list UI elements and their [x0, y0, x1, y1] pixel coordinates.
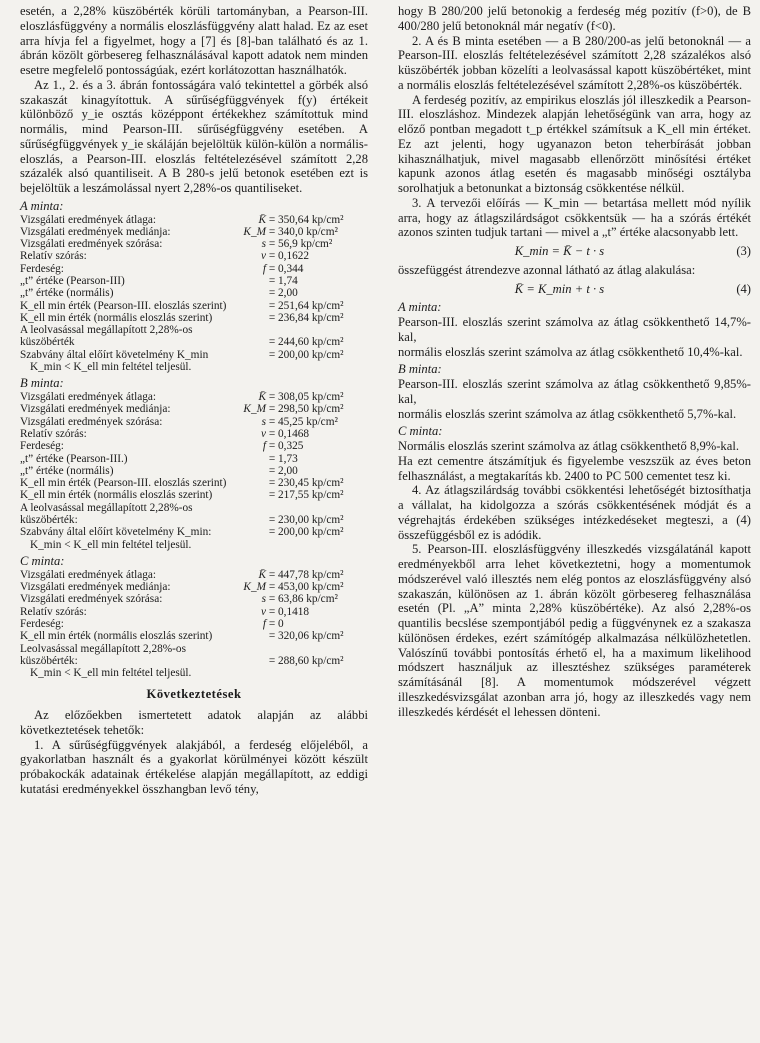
row-label: Vizsgálati eredmények szórása:	[20, 593, 163, 606]
row-value-cell	[236, 514, 368, 526]
right-column	[398, 4, 751, 719]
conclusion-4: 4. Az átlagszilárdság további csökkentési lehetőségét biztosíthatja a vállalat, ha kidolgozza a szórás csökkentésének módját és a végrehajtás érdekében szükséges intézkedéseket megteszi, a (4) összefüggésből ez is adódik.	[398, 483, 751, 542]
formula-4-text: K̄ = K_min + t · s	[514, 281, 605, 296]
table-a-heading: A minta:	[20, 198, 64, 213]
table-row	[20, 275, 368, 287]
row-value: 350,64 kp/cm²	[278, 213, 344, 226]
row-value: 200,00 kp/cm²	[278, 348, 344, 361]
table-row	[20, 312, 368, 324]
left-column	[20, 4, 368, 797]
row-symbol: K̄	[258, 391, 266, 404]
row-value-cell	[236, 250, 368, 262]
formula-3-text: K_min = K̄ − t · s	[514, 244, 605, 258]
row-value-cell	[236, 428, 368, 440]
formula-4-number: (4)	[736, 281, 751, 296]
row-value-cell	[236, 453, 368, 465]
table-b-heading: B minta:	[20, 376, 64, 391]
equals-sign: =	[268, 348, 276, 361]
equals-sign: =	[268, 403, 276, 416]
equals-sign: =	[268, 213, 276, 226]
row-value-cell	[236, 593, 368, 605]
row-value-cell	[236, 226, 368, 238]
row-value: 320,06 kp/cm²	[278, 630, 344, 643]
minta-c-text-2: Ha ezt cementre átszámítjuk és figyelembe veszszük az éves beton felhasználást, a megtakarítás kb. 2400 to PC 500 cementet tesz ki.	[398, 453, 751, 483]
row-label: Vizsgálati eredmények szórása:	[20, 238, 163, 251]
row-value: 230,00 kp/cm²	[278, 514, 344, 527]
row-value-cell	[236, 581, 368, 593]
row-label: K_ell min érték (Pearson-III. eloszlás szerint)	[20, 299, 227, 312]
row-value: 298,50 kp/cm²	[278, 403, 344, 416]
row-symbol: K_M	[243, 225, 266, 238]
row-label: Vizsgálati eredmények mediánja:	[20, 581, 171, 594]
row-value-cell	[236, 312, 368, 324]
equals-sign: =	[268, 238, 276, 251]
row-value: 217,55 kp/cm²	[278, 489, 344, 502]
formula-3-number: (3)	[736, 244, 751, 258]
conclusion-5: 5. Pearson-III. eloszlásfüggvény illeszkedés vizsgálatánál kapott eredményekből arra lehet következtetni, hogy a momentumok módszerével való illesztés nem elég pontos az eloszlásfüggvény alsó szakaszán, különösen az 1. ábrán közölt görbesereg felhasználása esetén (Pl. „A” minta 2,28% küszöbértéke). Az alsó 2,28%-os quantilis becslése szempontjából pedig a függvénynek ez a szakasza különösen érdekes, ezért számítógép alkalmazása nélkülözhetetlen. Valószínű további pontosítás érhető el, ha a maximum likelihood módszert használjuk az illesztéshez szükséges paraméterek számításánál [8]. A momentumok módszerével végzett illeszkedésvizsgálat azonban arra jó, hogy az illeszkedés vagy nem illeszkedés kérdését el lehessen dönteni.	[398, 542, 751, 719]
row-value: 0,1468	[278, 428, 310, 440]
equals-sign: =	[268, 225, 276, 238]
row-label: „t” értéke (normális)	[20, 464, 114, 477]
row-symbol: K̄	[258, 568, 266, 581]
row-value-cell	[236, 655, 368, 667]
row-label: Relatív szórás:	[20, 428, 87, 440]
row-value: 251,64 kp/cm²	[278, 299, 344, 312]
equals-sign: =	[268, 311, 276, 324]
equals-sign: =	[268, 428, 276, 440]
equals-sign: =	[268, 452, 276, 465]
row-symbol: K_M	[243, 581, 266, 594]
row-label: Ferdeség:	[20, 262, 64, 275]
row-value-cell	[236, 569, 368, 581]
table-row	[20, 440, 368, 452]
row-label: Szabvány által előírt követelmény K_min	[20, 348, 209, 361]
row-value-cell	[236, 440, 368, 452]
row-label: Ferdeség:	[20, 617, 64, 630]
row-label: Vizsgálati eredmények átlaga:	[20, 213, 157, 226]
row-value-cell	[236, 263, 368, 275]
right-paragraph-1: hogy B 280/200 jelű betonokig a ferdeség még pozitív (f>0), de B 400/280 jelű betonoknál már negatív (f<0).	[398, 4, 751, 33]
table-row	[20, 465, 368, 477]
table-b	[20, 391, 368, 539]
table-c-heading: C minta:	[20, 553, 65, 568]
table-b-footer: K_min < K_ell min feltétel teljesül.	[30, 538, 192, 551]
row-label: A leolvasással megállapított 2,28%-os küszöbérték:	[20, 501, 193, 527]
row-value: 45,25 kp/cm²	[278, 415, 338, 428]
row-symbol: f	[262, 262, 266, 275]
row-label: Vizsgálati eredmények szórása:	[20, 415, 163, 428]
row-value: 200,00 kp/cm²	[278, 526, 344, 539]
equals-sign: =	[268, 630, 276, 643]
row-label: „t” értéke (normális)	[20, 287, 114, 300]
section-title: Következtetések	[146, 687, 242, 702]
minta-b-text-1: Pearson-III. eloszlás szerint számolva az átlag csökkenthető 9,85%-kal,	[398, 377, 751, 406]
equals-sign: =	[268, 477, 276, 490]
row-symbol: v	[260, 250, 266, 263]
row-value-cell	[236, 238, 368, 250]
equals-sign: =	[268, 605, 276, 618]
minta-c-text-1: Normális eloszlás szerint számolva az átlag csökkenthető 8,9%-kal.	[398, 439, 739, 453]
row-value: 236,84 kp/cm²	[278, 311, 344, 324]
equals-sign: =	[268, 593, 276, 606]
row-label: A leolvasással megállapított 2,28%-os küszöbérték	[20, 324, 193, 349]
row-label: Vizsgálati eredmények mediánja:	[20, 225, 171, 238]
row-value-cell	[236, 630, 368, 642]
row-value: 56,9 kp/cm²	[278, 238, 333, 251]
row-value: 0,325	[278, 440, 304, 453]
row-value: 340,0 kp/cm²	[278, 225, 338, 238]
row-value-cell	[236, 606, 368, 618]
minta-c-heading: C minta:	[398, 424, 443, 439]
table-row	[20, 526, 368, 538]
right-paragraph-skew: A ferdeség pozitív, az empirikus eloszlás jól illeszkedik a Pearson-III. eloszláshoz. Mindezek alapján lehetőségünk van arra, hogy az előző pontban megadott t_p értékkel számítsuk a K_ell min értéket. Ez azt jelenti, hogy ugyanazon beton teherbírását jobban kihasználhatjuk, mivel magasabb ellenőrzött minősítési értéket kapunk azonos átlag esetén és magasabb minőségi osztályba sorolhatjuk a betonunkat a biztonság csökkentése nélkül.	[398, 92, 751, 195]
row-label: K_ell min érték (normális eloszlás szerint)	[20, 311, 213, 324]
conclusion-2: 2. A és B minta esetében — a B 280/200-as jelű betonoknál — a Pearson-III. eloszlás feltételezésével számított 2,28 százalékos alsó küszöbérték jobban közelíti a leolvasással kapott küszöbértéket, mint a normális eloszlás feltételezésével számított 2,28%-os küszöbérték.	[398, 33, 751, 92]
table-row	[20, 250, 368, 262]
row-value: 0,1622	[278, 250, 310, 263]
row-value: 63,86 kp/cm²	[278, 593, 338, 606]
row-symbol: f	[262, 440, 266, 453]
row-value: 0	[278, 617, 284, 630]
row-value: 230,45 kp/cm²	[278, 477, 344, 490]
table-row	[20, 618, 368, 630]
table-a	[20, 214, 368, 362]
equals-sign: =	[268, 489, 276, 502]
table-row	[20, 403, 368, 415]
row-value-cell	[236, 416, 368, 428]
table-c	[20, 569, 368, 667]
equals-sign: =	[268, 440, 276, 453]
row-value: 0,1418	[278, 605, 310, 618]
row-value-cell	[236, 336, 368, 348]
minta-b-heading: B minta:	[398, 362, 442, 377]
equals-sign: =	[268, 526, 276, 539]
row-symbol: f	[262, 617, 266, 630]
row-symbol: v	[260, 605, 266, 618]
equals-sign: =	[268, 514, 276, 527]
row-value-cell	[236, 214, 368, 226]
row-value-cell	[236, 300, 368, 312]
row-label: Relatív szórás:	[20, 605, 87, 618]
row-label: Vizsgálati eredmények mediánja:	[20, 403, 171, 416]
table-row	[20, 349, 368, 361]
row-label: „t” értéke (Pearson-III)	[20, 274, 125, 287]
equals-sign: =	[268, 568, 276, 581]
row-label: Vizsgálati eredmények átlaga:	[20, 568, 157, 581]
row-label: K_ell min érték (Pearson-III. eloszlás szerint)	[20, 477, 227, 490]
row-label: Szabvány által előírt követelmény K_min:	[20, 526, 212, 539]
minta-a-heading: A minta:	[398, 300, 442, 315]
table-row	[20, 643, 368, 668]
table-row	[20, 477, 368, 489]
table-row	[20, 214, 368, 226]
row-symbol: s	[261, 238, 266, 251]
row-symbol: v	[260, 428, 266, 440]
table-row	[20, 324, 368, 349]
table-row	[20, 630, 368, 642]
table-row	[20, 581, 368, 593]
conclusion-3: 3. A tervezői előírás — K_min — betartása mellett mód nyílik arra, hogy az átlagszilárdságot csökkentsük — ha a szórás értékét azonos szinten tudjuk tartani — mivel a „t” értéke alacsonyabb lett.	[398, 195, 751, 240]
row-symbol: s	[261, 415, 266, 428]
row-label: K_ell min érték (normális eloszlás szerint)	[20, 489, 213, 502]
equals-sign: =	[268, 617, 276, 630]
formula-3	[398, 244, 751, 259]
equals-sign: =	[268, 464, 276, 477]
table-a-footer: K_min < K_ell min feltétel teljesül.	[30, 361, 192, 374]
table-row	[20, 502, 368, 527]
row-symbol: K_M	[243, 403, 266, 416]
row-value: 308,05 kp/cm²	[278, 391, 344, 404]
equals-sign: =	[268, 336, 276, 349]
row-value-cell	[236, 526, 368, 538]
left-paragraph-2: Az 1., 2. és a 3. ábrán fontosságára való tekintettel a görbék alsó szakaszát kinagyítottuk. A sűrűségfüggvények f(y) értékeit különböző y_ie osztás középpont értékekhez számítottuk mind normális, mind Pearson-III. sűrűségfüggvény esetében. A sűrűségfüggvények y_ie skáláján bejelöltük külön-külön a normális-eloszlás, a Pearson-III. eloszlás feltételezésével számított 2,28 százalék alsó quantiliseit. A B 280-s jelű betonok esetében ezt is bejelöltük a leszámolással nyert 2,28%-os quantiliseket.	[20, 77, 368, 195]
row-label: Ferdeség:	[20, 440, 64, 453]
row-value: 453,00 kp/cm²	[278, 581, 344, 594]
row-value-cell	[236, 391, 368, 403]
conclusion-1: 1. A sűrűségfüggvények alakjából, a ferdeség előjeléből, a gyakorlatban használt és a gyakorlat körülményei között készült próbakockák adatainak értékelése alapján megállapított, az eddigi kutatási eredményekkel összhangban levő tény,	[20, 737, 368, 796]
row-value-cell	[236, 465, 368, 477]
table-row	[20, 226, 368, 238]
equals-sign: =	[268, 654, 276, 667]
row-value: 1,73	[278, 452, 298, 465]
equals-sign: =	[268, 274, 276, 287]
table-row	[20, 263, 368, 275]
between-formula-text: összefüggést átrendezve azonnal látható az átlag alakulása:	[398, 262, 696, 277]
row-value-cell	[236, 403, 368, 415]
row-value-cell	[236, 287, 368, 299]
row-value: 2,00	[278, 287, 298, 300]
table-row	[20, 593, 368, 605]
table-row	[20, 287, 368, 299]
row-value: 2,00	[278, 464, 298, 477]
table-row	[20, 489, 368, 501]
row-value-cell	[236, 618, 368, 630]
row-label: K_ell min érték (normális eloszlás szerint)	[20, 630, 213, 643]
formula-4	[398, 282, 751, 297]
equals-sign: =	[268, 299, 276, 312]
table-row	[20, 428, 368, 440]
minta-a-text-1: Pearson-III. eloszlás szerint számolva az átlag csökkenthető 14,7%-kal,	[398, 315, 751, 344]
left-paragraph-1: esetén, a 2,28% küszöbérték körüli tartományban, a Pearson-III. eloszlásfüggvény a normális eloszlásfüggvény alatt halad. Ez az eset arra hívja fel a figyelmet, hogy a [7] és [8]-ban található és az 1. ábrán közölt görbesereg felhasználásával kapott adatok nem minden esetre megfelelő pontosságúak, ezért korlátozottan használhatók.	[20, 4, 368, 77]
table-row	[20, 569, 368, 581]
row-label: Leolvasással megállapított 2,28%-os küszöbérték:	[20, 642, 186, 667]
row-value: 0,344	[278, 262, 304, 275]
table-row	[20, 606, 368, 618]
row-symbol: K̄	[258, 213, 266, 226]
minta-a-text-2: normális eloszlás szerint számolva az átlag csökkenthető 10,4%-kal.	[398, 344, 743, 359]
equals-sign: =	[268, 262, 276, 275]
row-value: 244,60 kp/cm²	[278, 336, 344, 349]
table-row	[20, 416, 368, 428]
equals-sign: =	[268, 581, 276, 594]
equals-sign: =	[268, 250, 276, 263]
row-value-cell	[236, 477, 368, 489]
row-label: Vizsgálati eredmények átlaga:	[20, 391, 157, 404]
equals-sign: =	[268, 391, 276, 404]
table-row	[20, 453, 368, 465]
table-row	[20, 300, 368, 312]
row-label: Relatív szórás:	[20, 250, 87, 263]
equals-sign: =	[268, 287, 276, 300]
row-value: 288,60 kp/cm²	[278, 654, 344, 667]
conclusion-intro: Az előzőekben ismertetett adatok alapján az alábbi következtetések tehetők:	[20, 708, 368, 737]
row-value: 447,78 kp/cm²	[278, 568, 344, 581]
row-value-cell	[236, 349, 368, 361]
table-row	[20, 238, 368, 250]
row-value-cell	[236, 275, 368, 287]
table-row	[20, 391, 368, 403]
table-c-footer: K_min < K_ell min feltétel teljesül.	[30, 667, 192, 680]
minta-b-text-2: normális eloszlás szerint számolva az átlag csökkenthető 5,7%-kal.	[398, 406, 737, 421]
row-value: 1,74	[278, 274, 298, 287]
row-symbol: s	[261, 593, 266, 606]
row-value-cell	[236, 489, 368, 501]
equals-sign: =	[268, 415, 276, 428]
row-label: „t” értéke (Pearson-III.)	[20, 452, 128, 465]
